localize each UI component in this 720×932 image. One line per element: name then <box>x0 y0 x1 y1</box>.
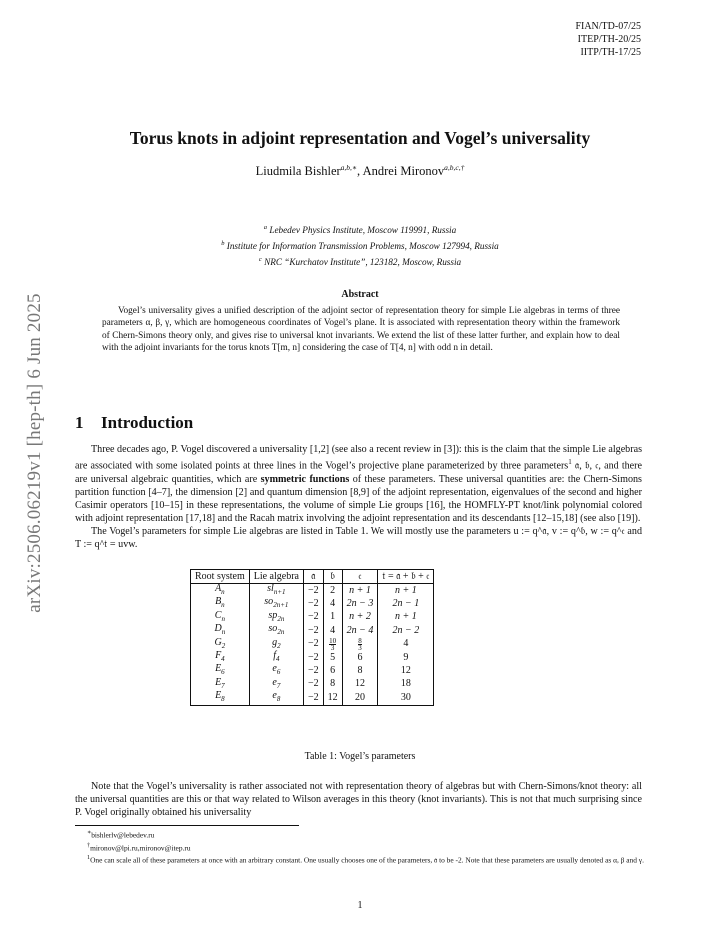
table-cell: 2n − 1 <box>378 597 434 610</box>
table-cell: $\frac{10}{3}$ <box>323 638 342 651</box>
column-header: Root system <box>191 570 250 584</box>
introduction-body <box>75 443 642 551</box>
paragraph: Note that the Vogel’s universality is rather associated not with representation theory of algebras but with Chern-Simons/knot theory: all the universal quantities are this or that way related to Wilson averages in this theory (knot invariants). This is not that much surprising since P. Vogel originally obtained his universality <box>75 781 642 819</box>
table-cell: $so_{2n}$ <box>249 624 303 637</box>
table-cell: 12 <box>323 691 342 705</box>
table-row <box>191 691 434 705</box>
table-row <box>191 651 434 664</box>
affiliation: $^a$ Lebedev Physics Institute, Moscow 119991, Russia <box>263 224 457 236</box>
table-cell: 9 <box>378 651 434 664</box>
table-cell: n + 1 <box>378 611 434 624</box>
table-cell: −2 <box>303 597 323 610</box>
table-cell: 5 <box>323 651 342 664</box>
table-cell: −2 <box>303 691 323 705</box>
table-header-row <box>191 570 434 584</box>
table-cell: $G_2$ <box>191 638 250 651</box>
column-header: 𝔞 <box>303 570 323 584</box>
table-cell: 12 <box>342 678 378 691</box>
table-cell: $E_7$ <box>191 678 250 691</box>
author-name: Liudmila Bishler <box>255 164 341 179</box>
table-cell: −2 <box>303 664 323 677</box>
column-header: 𝔠 <box>342 570 378 584</box>
table-cell: $E_8$ <box>191 691 250 705</box>
abstract-text: Vogel’s universality gives a unified description of the adjoint sector of representation theory for simple Lie algebras in terms of three parameters α, β, γ, which are homogeneous coordinates of Vogel’s plane. It is associated with representation theory within the framework of Chern-Simons theory only, and gives rise to universal knot invariants. We extend the list of these latter further, and explain how to deal with the adjoint invariants for the torus knots T[m, n] considering the case of T[4, n] with odd n in detail. <box>102 306 620 354</box>
author-affiliation-marks: a,b,c, <box>444 163 461 172</box>
column-header: 𝔟 <box>323 570 342 584</box>
arxiv-sidebar-stamp <box>20 265 50 640</box>
page-number: 1 <box>357 900 363 911</box>
table-cell: 20 <box>342 691 378 705</box>
table-cell: −2 <box>303 624 323 637</box>
table-cell: −2 <box>303 651 323 664</box>
table-cell: n + 2 <box>342 611 378 624</box>
table-cell: 6 <box>342 651 378 664</box>
table-cell: 2n − 4 <box>342 624 378 637</box>
table-cell: 12 <box>378 664 434 677</box>
table-cell: $so_{2n+1}$ <box>249 597 303 610</box>
paper-title: Torus knots in adjoint representation and Vogel’s universality <box>129 128 591 148</box>
paragraph: The Vogel’s parameters for simple Lie algebras are listed in Table 1. We will mostly use the parameters u := q^𝔞, v := q^𝔟, w := q^𝔠 and T := q^𝔱 = uvw. <box>75 525 642 551</box>
table-cell: 2n − 3 <box>342 597 378 610</box>
table-row <box>191 584 434 598</box>
table-row <box>191 597 434 610</box>
preprint-id: ITEP/TH-20/25 <box>577 34 641 45</box>
author-name: Andrei Mironov <box>362 164 445 179</box>
table-cell: 4 <box>323 624 342 637</box>
section-number: 1 <box>75 413 84 432</box>
preprint-id: FIAN/TD-07/25 <box>575 21 641 32</box>
table-cell: $E_6$ <box>191 664 250 677</box>
table-cell: −2 <box>303 638 323 651</box>
preprint-id: IITP/TH-17/25 <box>580 47 641 58</box>
table-cell: −2 <box>303 678 323 691</box>
table-cell: n + 1 <box>378 584 434 598</box>
paragraph: Three decades ago, P. Vogel discovered a universality [1,2] (see also a recent review in [3]): this is the claim that the simple Lie algebras are associated with some isolated points at three lines in the Vogel’s projective plane parameterized by three parameters$^1$ 𝔞, 𝔟, 𝔠, and there are universal algebraic quantities, which are symmetric functions of these parameters. These universal quantities are: the Chern-Simons partition function [4–7], the dimension [2] and quantum dimension [8,9] of the adjoint representation, eigenvalues of the second and higher Casimir operators [10–15] in these representations, the volume of simple Lie groups [16], the HOMFLY-PT knot/link polynomial colored with adjoint representation [17,18] and the Racah matrix involving the adjoint representation and its descendants [12–15,18] (see also [19]). <box>75 444 642 524</box>
author-affiliation-marks: a,b, <box>340 163 352 172</box>
table-cell: $A_n$ <box>191 584 250 598</box>
table-cell: $e_6$ <box>249 664 303 677</box>
footnotes <box>75 828 645 866</box>
table-cell: n + 1 <box>342 584 378 598</box>
table-cell: $F_4$ <box>191 651 250 664</box>
footnote: $^1$One can scale all of these parameters at once with an arbitrary constant. One usually chooses one of the parameters, 𝔞 to be -2. Note that these parameters are usually denoted as α, β and γ. <box>87 855 644 865</box>
table-cell: $f_4$ <box>249 651 303 664</box>
table-cell: 2 <box>323 584 342 598</box>
table-cell: −2 <box>303 584 323 598</box>
affiliation: $^b$ Institute for Information Transmission Problems, Moscow 127994, Russia <box>221 240 499 252</box>
table-row <box>191 678 434 691</box>
table-row <box>191 611 434 624</box>
table-cell: $\frac{8}{3}$ <box>342 638 378 651</box>
table-row <box>191 624 434 637</box>
table-cell: $B_n$ <box>191 597 250 610</box>
footnote: ∗bishlerlv@lebedev.ru <box>87 830 155 840</box>
table-cell: $D_n$ <box>191 624 250 637</box>
section-heading <box>75 413 193 433</box>
footnote-rule <box>75 825 299 826</box>
abstract-heading: Abstract <box>341 289 379 300</box>
table-cell: 18 <box>378 678 434 691</box>
table-cell: 6 <box>323 664 342 677</box>
table-cell: $e_8$ <box>249 691 303 705</box>
arxiv-id: arXiv:2506.06219v1 [hep-th] 6 Jun 2025 <box>24 292 45 613</box>
author-line: Liudmila Bishler$^{a,b,∗}$, Andrei Mironov$^{a,b,c,\dagger}$ <box>255 163 465 179</box>
table-cell: 4 <box>378 638 434 651</box>
affiliation: $^c$ NRC “Kurchatov Institute”, 123182, Moscow, Russia <box>258 256 462 268</box>
column-header: Lie algebra <box>249 570 303 584</box>
footnote: †mironov@lpi.ru,mironov@itep.ru <box>87 842 191 853</box>
table-cell: $C_n$ <box>191 611 250 624</box>
table-caption: Table 1: Vogel’s parameters <box>304 751 416 762</box>
table-cell: 30 <box>378 691 434 705</box>
table-cell: 2n − 2 <box>378 624 434 637</box>
table-cell: $e_7$ <box>249 678 303 691</box>
preprint-numbers <box>575 20 641 59</box>
table-cell: $sl_{n+1}$ <box>249 584 303 598</box>
table-cell: 8 <box>342 664 378 677</box>
table-cell: $sp_{2n}$ <box>249 611 303 624</box>
vogel-parameters-table <box>190 569 434 706</box>
table-row <box>191 638 434 651</box>
table-cell: 4 <box>323 597 342 610</box>
table-row <box>191 664 434 677</box>
column-header: 𝔱 = 𝔞 + 𝔟 + 𝔠 <box>378 570 434 584</box>
table-cell: 8 <box>323 678 342 691</box>
section-title: Introduction <box>101 413 194 432</box>
table-cell: $g_2$ <box>249 638 303 651</box>
table-cell: 1 <box>323 611 342 624</box>
table-cell: −2 <box>303 611 323 624</box>
affiliations <box>0 221 720 269</box>
